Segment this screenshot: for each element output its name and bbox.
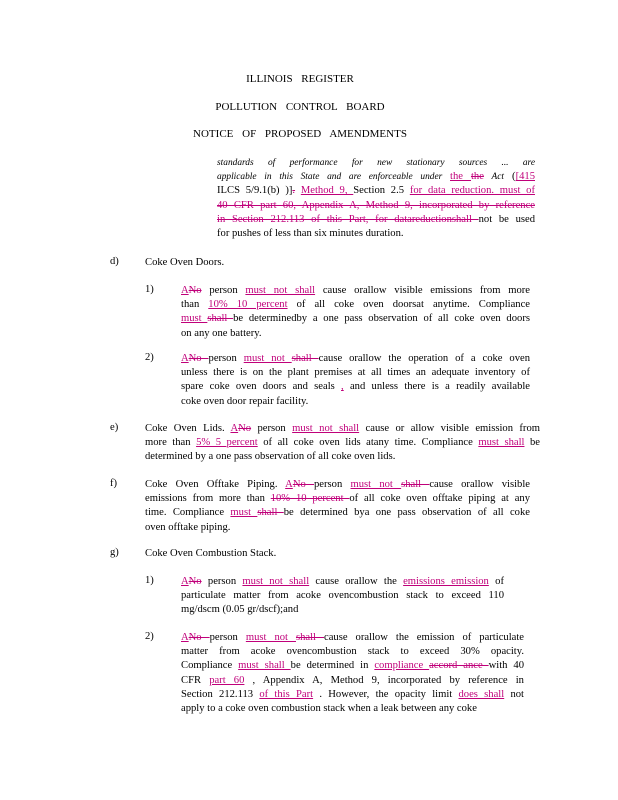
text-segment: emissions from more than [145, 493, 271, 505]
text-segment: Act [483, 172, 504, 183]
text-line [181, 688, 524, 702]
inserted-text: must not [243, 353, 292, 364]
text-segment: Coke Oven Offtake Piping. [145, 479, 286, 490]
deleted-text: shall [291, 353, 319, 364]
inserted-text: for data reduction. must of [409, 185, 535, 197]
text-segment: cause orallow visible [429, 479, 530, 490]
inserted-text: must shall [478, 437, 525, 449]
text-segment: more than [145, 437, 197, 449]
item-text [181, 284, 530, 341]
inserted-text: A [181, 285, 189, 296]
text-line [181, 589, 504, 603]
deleted-text: shall [207, 313, 234, 325]
text-segment: Coke Oven Doors. [145, 257, 225, 268]
text-segment: standards of performance for new stationary sources ... are [217, 158, 535, 168]
text-segment: not [504, 688, 525, 700]
text-segment: Section 212.113 [181, 688, 260, 700]
item-text [181, 352, 530, 409]
header-register: ILLINOIS REGISTER [246, 73, 354, 85]
text-segment: person [209, 632, 246, 643]
text-line [181, 298, 530, 312]
text-segment: person [314, 479, 351, 490]
item-text [181, 575, 504, 618]
inserted-text: does shall [458, 688, 505, 700]
deleted-text: in Section 212.113 of this Part, for datareductionshall [217, 213, 479, 225]
text-segment: Section 2.5 [353, 185, 410, 197]
inserted-text: A [285, 479, 293, 490]
text-segment: person [251, 423, 293, 434]
text-segment: cause orallow the [309, 576, 404, 587]
text-line [181, 603, 504, 617]
text-segment: cause orallow the operation of a coke oven [318, 353, 530, 364]
deleted-text: No [292, 479, 314, 490]
text-segment: determined by a one pass observation of all coke oven lids. [145, 451, 396, 463]
item-label: 2) [145, 631, 154, 642]
text-segment: be [524, 437, 540, 449]
text-line [181, 312, 530, 326]
text-segment: cause orallow visible emissions from more [315, 285, 530, 296]
text-segment: oven offtake piping. [145, 521, 231, 533]
text-segment: particulate matter from acoke ovencombustion stack to exceed 110 [181, 590, 504, 602]
text-segment: Compliance [181, 660, 239, 672]
deleted-text: No [188, 285, 202, 296]
text-segment: Coke Oven Lids. [145, 423, 231, 434]
text-line [217, 213, 535, 227]
text-segment: apply to a coke oven combustion stack when a leak between any coke [181, 703, 477, 715]
inserted-text: 10% 10 percent [208, 299, 288, 311]
text-segment: be determined in [290, 660, 375, 672]
text-line [145, 521, 530, 535]
text-segment: be determinedby a one pass observation of all coke oven doors [233, 313, 530, 325]
deleted-text: shall [401, 479, 430, 490]
inserted-text: of this Part [259, 688, 314, 700]
text-line [145, 450, 540, 464]
text-segment: Appendix A, Method 9, incorporated by reference in [262, 674, 524, 686]
text-line [181, 380, 530, 394]
text-segment: matter from acoke ovencombustion stack to exceed 30% opacity. [181, 646, 524, 658]
text-line [181, 395, 530, 409]
inserted-text: A [181, 576, 189, 587]
text-segment: not be used [478, 213, 535, 225]
text-segment: cause orallow the emission of particulate [324, 632, 524, 643]
text-segment: applicable in this State and are enforceable under [217, 172, 450, 183]
item-label: 1) [145, 284, 154, 295]
text-segment: with 40 [488, 660, 524, 672]
header-notice: NOTICE OF PROPOSED AMENDMENTS [193, 128, 407, 140]
text-segment: person [201, 285, 246, 296]
text-line [181, 352, 530, 366]
item-text [145, 256, 535, 270]
text-segment: unless there is on the plant premises at all times an adequate inventory of [181, 367, 530, 379]
text-line [181, 674, 524, 688]
text-segment: on any one battery. [181, 327, 262, 339]
text-line [145, 256, 535, 270]
text-segment: for pushes of less than six minutes duration. [217, 228, 404, 240]
text-line [145, 422, 540, 436]
inserted-text: must not shall [245, 285, 316, 296]
text-segment: of all coke oven offtake piping at any [349, 493, 530, 505]
inserted-text: 5% 5 percent [196, 437, 258, 449]
inserted-text: , [341, 381, 344, 393]
text-segment: than [181, 299, 209, 311]
text-segment: person [201, 576, 243, 587]
text-line [145, 547, 530, 561]
inserted-text: must not shall [292, 423, 360, 434]
inserted-text: must not [350, 479, 402, 490]
inserted-text: [415 [515, 171, 535, 183]
text-line [145, 478, 530, 492]
text-segment: and unless there is a readily available [343, 381, 531, 393]
deleted-text: shall [257, 507, 284, 519]
text-line [217, 170, 535, 184]
text-segment: Coke Oven Combustion Stack. [145, 548, 277, 559]
text-segment: of all coke oven doorsat anytime. Compliance [287, 299, 530, 311]
deleted-text: 40 CFR part 60, Appendix A, Method 9, incorporated by reference [217, 199, 535, 211]
text-segment: , [244, 674, 263, 686]
text-line [145, 506, 530, 520]
deleted-text: . [292, 185, 296, 197]
text-segment: . However, the opacity limit [313, 688, 459, 700]
text-line [217, 156, 535, 170]
text-segment: cause or allow visible emission from [359, 423, 540, 434]
inserted-text: A [181, 632, 189, 643]
text-segment: ILCS 5/9.1(b) )] [217, 185, 293, 197]
text-segment: be determined bya one pass observation of all coke [283, 507, 530, 519]
text-segment: of all coke oven lids atany time. Compliance [257, 437, 479, 449]
inserted-text: must [230, 507, 258, 519]
item-text [145, 547, 530, 561]
item-text [145, 478, 530, 535]
text-segment: person [208, 353, 244, 364]
text-segment: spare coke oven doors and seals [181, 381, 342, 393]
text-line [145, 492, 530, 506]
text-segment: ( [504, 171, 516, 183]
inserted-text: A [230, 423, 239, 434]
item-label: e) [110, 422, 119, 433]
text-segment: coke oven door repair facility. [181, 395, 309, 407]
deleted-text: No [238, 423, 252, 434]
text-line [181, 327, 530, 341]
text-line [181, 645, 524, 659]
inserted-text: compliance [374, 660, 430, 672]
text-line [181, 702, 524, 716]
text-line [217, 184, 535, 198]
inserted-text: must [181, 313, 208, 325]
text-line [181, 575, 504, 589]
text-segment: of [488, 576, 504, 587]
deleted-text: the [470, 171, 484, 183]
inserted-text: must shall [238, 660, 291, 672]
header-board: POLLUTION CONTROL BOARD [215, 101, 385, 113]
inserted-text: A [181, 353, 189, 364]
text-line [181, 631, 524, 645]
deleted-text: 10% 10 percent [270, 493, 350, 505]
text-segment: CFR [181, 674, 210, 686]
text-line [217, 199, 535, 213]
deleted-text: accord ance [429, 660, 489, 672]
text-line [181, 659, 524, 673]
inserted-text: the [450, 171, 471, 183]
item-text [181, 631, 524, 716]
deleted-text: shall [295, 632, 324, 643]
deleted-text: No [188, 353, 209, 364]
text-segment: mg/dscm (0.05 gr/dscf);and [181, 604, 299, 616]
deleted-text: No [188, 576, 202, 587]
item-label: g) [110, 547, 119, 558]
text-line [181, 366, 530, 380]
intro-paragraph [217, 156, 535, 241]
item-label: 1) [145, 575, 154, 586]
item-label: f) [110, 478, 118, 489]
inserted-text: emissions emission [403, 576, 489, 587]
inserted-text: Method 9, [300, 185, 354, 197]
text-line [181, 284, 530, 298]
item-label: 2) [145, 352, 154, 363]
text-line [217, 227, 535, 241]
inserted-text: part 60 [209, 674, 245, 686]
text-segment: time. Compliance [145, 507, 231, 519]
deleted-text: No [188, 632, 210, 643]
text-line [145, 436, 540, 450]
inserted-text: must not shall [242, 576, 310, 587]
item-text [145, 422, 540, 465]
item-label: d) [110, 256, 119, 267]
inserted-text: must not [245, 632, 296, 643]
